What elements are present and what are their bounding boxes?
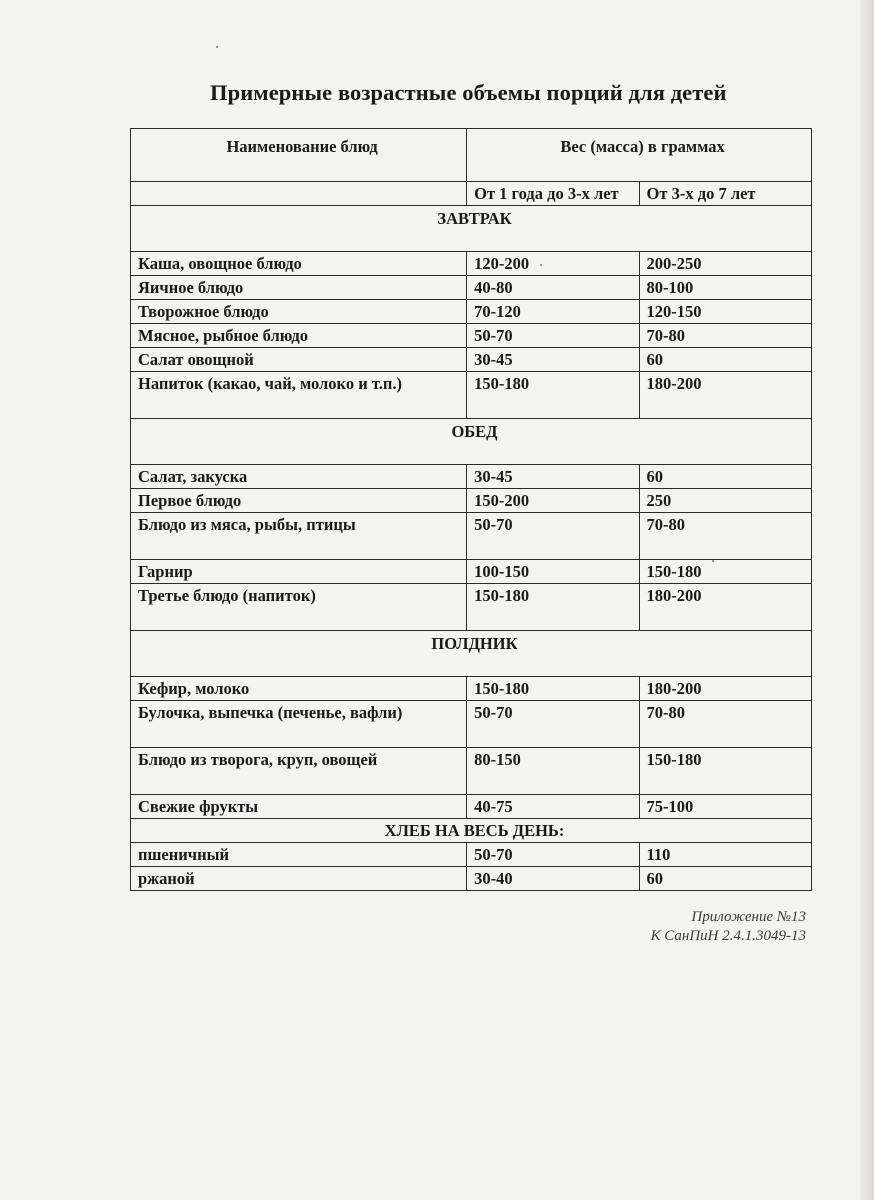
scan-speck — [216, 46, 218, 48]
weight-1-3: 80-150 — [467, 748, 639, 795]
section-title: ПОЛДНИК — [131, 631, 812, 677]
section-title: ОБЕД — [131, 419, 812, 465]
section-title: ЗАВТРАК — [131, 206, 812, 252]
dish-name: пшеничный — [131, 843, 467, 867]
weight-3-7: 180-200 — [639, 372, 811, 419]
weight-1-3: 150-200 — [467, 489, 639, 513]
table-row — [131, 584, 812, 631]
portions-table — [130, 128, 812, 891]
footnote-sanpin-ref: К СанПиН 2.4.1.3049-13 — [650, 928, 806, 944]
table-row — [131, 300, 812, 324]
weight-1-3: 150-180 — [467, 372, 639, 419]
header-age-3-7: От 3-х до 7 лет — [639, 182, 811, 206]
dish-name: Каша, овощное блюдо — [131, 252, 467, 276]
dish-name: Гарнир — [131, 560, 467, 584]
dish-name: Яичное блюдо — [131, 276, 467, 300]
dish-name: Творожное блюдо — [131, 300, 467, 324]
table-row — [131, 276, 812, 300]
table-row — [131, 748, 812, 795]
dish-name: Кефир, молоко — [131, 677, 467, 701]
weight-1-3: 70-120 — [467, 300, 639, 324]
weight-1-3: 30-45 — [467, 348, 639, 372]
weight-3-7: 200-250 — [639, 252, 811, 276]
header-dish-name: Наименование блюд — [131, 129, 467, 182]
header-age-1-3: От 1 года до 3-х лет — [467, 182, 639, 206]
weight-1-3: 120-200 — [467, 252, 639, 276]
table-row — [131, 843, 812, 867]
weight-1-3: 150-180 — [467, 677, 639, 701]
dish-name: Свежие фрукты — [131, 795, 467, 819]
weight-1-3: 30-45 — [467, 465, 639, 489]
dish-name: Третье блюдо (напиток) — [131, 584, 467, 631]
table-header-row — [131, 129, 812, 182]
weight-3-7: 70-80 — [639, 701, 811, 748]
weight-3-7: 120-150 — [639, 300, 811, 324]
weight-3-7: 150-180 — [639, 748, 811, 795]
weight-1-3: 30-40 — [467, 867, 639, 891]
dish-name: ржаной — [131, 867, 467, 891]
header-weight: Вес (масса) в граммах — [467, 129, 812, 182]
footnote-appendix: Приложение №13 — [691, 909, 806, 925]
table-row — [131, 348, 812, 372]
weight-3-7: 250 — [639, 489, 811, 513]
weight-1-3: 50-70 — [467, 701, 639, 748]
dish-name: Напиток (какао, чай, молоко и т.п.) — [131, 372, 467, 419]
dish-name: Мясное, рыбное блюдо — [131, 324, 467, 348]
table-row — [131, 252, 812, 276]
weight-1-3: 40-75 — [467, 795, 639, 819]
section-row-snack — [131, 631, 812, 677]
table-row — [131, 560, 812, 584]
table-row — [131, 867, 812, 891]
table-subheader-row — [131, 182, 812, 206]
table-row — [131, 465, 812, 489]
dish-name: Блюдо из творога, круп, овощей — [131, 748, 467, 795]
weight-3-7: 70-80 — [639, 324, 811, 348]
weight-1-3: 100-150 — [467, 560, 639, 584]
weight-1-3: 50-70 — [467, 513, 639, 560]
weight-3-7: 180-200 — [639, 677, 811, 701]
table-row — [131, 513, 812, 560]
section-row-bread — [131, 819, 812, 843]
section-row-lunch — [131, 419, 812, 465]
dish-name: Салат, закуска — [131, 465, 467, 489]
table-row — [131, 372, 812, 419]
table-row — [131, 489, 812, 513]
page-title: Примерные возрастные объемы порций для детей — [210, 80, 727, 105]
scan-shadow — [860, 0, 874, 1200]
weight-3-7: 110 — [639, 843, 811, 867]
weight-3-7: 60 — [639, 465, 811, 489]
dish-name: Блюдо из мяса, рыбы, птицы — [131, 513, 467, 560]
table-row — [131, 701, 812, 748]
table-row — [131, 677, 812, 701]
weight-3-7: 70-80 — [639, 513, 811, 560]
subheader-empty — [131, 182, 467, 206]
weight-3-7: 80-100 — [639, 276, 811, 300]
weight-1-3: 150-180 — [467, 584, 639, 631]
weight-3-7: 60 — [639, 867, 811, 891]
weight-1-3: 40-80 — [467, 276, 639, 300]
weight-3-7: 60 — [639, 348, 811, 372]
weight-1-3: 50-70 — [467, 324, 639, 348]
weight-3-7: 75-100 — [639, 795, 811, 819]
section-title: ХЛЕБ НА ВЕСЬ ДЕНЬ: — [131, 819, 812, 843]
dish-name: Салат овощной — [131, 348, 467, 372]
footnote — [651, 908, 806, 946]
dish-name: Первое блюдо — [131, 489, 467, 513]
weight-3-7: 180-200 — [639, 584, 811, 631]
dish-name: Булочка, выпечка (печенье, вафли) — [131, 701, 467, 748]
table-row — [131, 324, 812, 348]
section-row-breakfast — [131, 206, 812, 252]
table-row — [131, 795, 812, 819]
weight-3-7: 150-180 — [639, 560, 811, 584]
weight-1-3: 50-70 — [467, 843, 639, 867]
